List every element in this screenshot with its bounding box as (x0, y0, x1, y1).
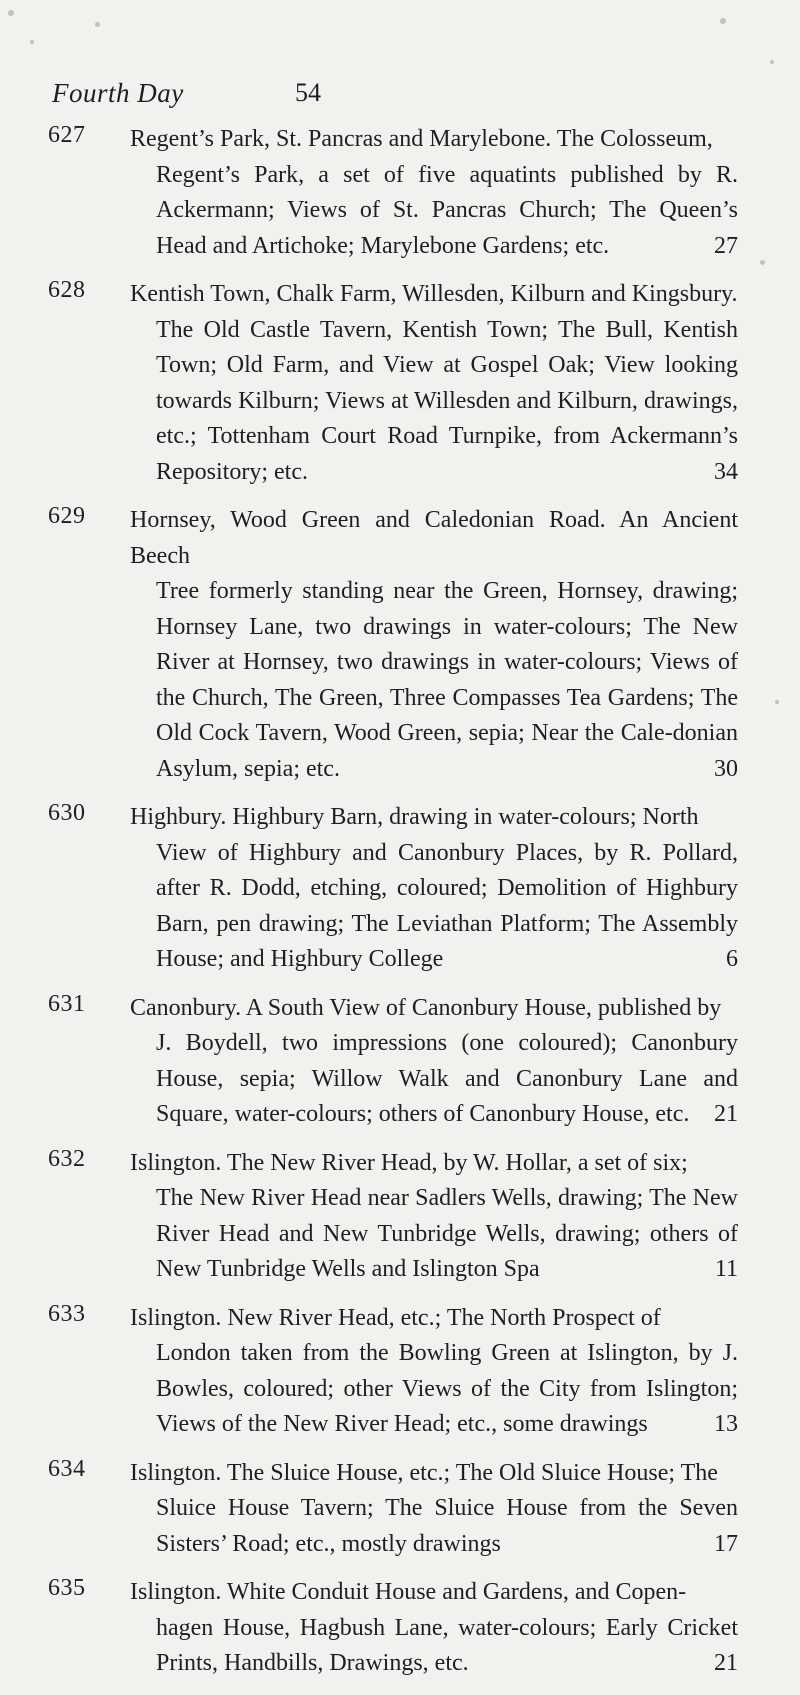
lot-continuation (130, 1181, 738, 1288)
lot-price: 30 (714, 755, 738, 782)
lot-rest: The Old Castle Tavern, Kentish Town; The Bull, Kentish Town; Old Farm, and View at Gospel Oak; View looking towards Kilburn; Views at Willesden and Kilburn, drawings, etc.; Tottenham Court Road Turnpike, from Ackermann’s Repository; etc. (156, 316, 738, 485)
lot-entry (0, 122, 800, 264)
lot-entry (0, 1575, 800, 1682)
lot-number: 632 (48, 1145, 86, 1172)
lot-first-line: Hornsey, Wood Green and Caledonian Road. An Ancient Beech (130, 507, 738, 569)
lot-number: 634 (48, 1455, 86, 1482)
lot-rest: View of Highbury and Canonbury Places, by R. Pollard, after R. Dodd, etching, coloured; Demolition of Highbury Barn, pen drawing; The Leviathan Platform; The Assembly House; and Highbury College (156, 839, 738, 972)
paper-speckle (30, 40, 34, 44)
lot-number: 628 (48, 277, 86, 303)
lot-continuation (130, 836, 738, 978)
lot-price: 34 (714, 458, 738, 485)
paper-speckle (770, 60, 774, 64)
lot-number: 627 (48, 122, 86, 148)
lot-continuation (130, 1491, 738, 1562)
lot-entry (0, 1456, 800, 1563)
paper-speckle (95, 22, 100, 27)
lot-entry (0, 1301, 800, 1443)
lot-first-line: Canonbury. A South View of Canonbury House, published by (130, 994, 722, 1021)
page-number: 54 (295, 78, 321, 107)
lot-price: 21 (714, 1650, 738, 1676)
lot-entry (0, 991, 800, 1133)
lot-description (130, 800, 738, 978)
lot-rest: hagen House, Hagbush Lane, water-colours; Early Cricket Prints, Handbills, Drawings, etc. (156, 1614, 738, 1676)
lot-number: 635 (48, 1575, 86, 1601)
lot-price: 21 (714, 1101, 738, 1127)
lot-rest: London taken from the Bowling Green at Islington, by J. Bowles, coloured; other Views of the City from Islington; Views of the New River Head; etc., some drawings (156, 1340, 738, 1437)
lot-first-line: Kentish Town, Chalk Farm, Willesden, Kilburn and Kingsbury. (130, 281, 738, 307)
lot-first-line: Islington. The New River Head, by W. Hollar, a set of six; (130, 1149, 688, 1176)
lot-entry (0, 503, 800, 787)
lot-description (130, 122, 738, 264)
lot-continuation (130, 1611, 738, 1682)
lot-number: 631 (48, 990, 86, 1017)
lot-rest: The New River Head near Sadlers Wells, drawing; The New River Head and New Tunbridge Wells, drawing; others of New Tunbridge Wells and Islington Spa (156, 1185, 738, 1282)
lot-price: 27 (714, 232, 738, 259)
lot-rest: Regent’s Park, a set of five aquatints published by R. Ackermann; Views of St. Pancras Church; The Queen’s Head and Artichoke; Marylebone Gardens; etc. (156, 161, 738, 259)
lot-description (130, 1146, 738, 1288)
lot-list (0, 122, 800, 1695)
lot-description (130, 277, 738, 490)
lot-price: 17 (714, 1530, 738, 1557)
paper-speckle (8, 10, 14, 16)
lot-first-line: Islington. The Sluice House, etc.; The Old Sluice House; The (130, 1459, 718, 1486)
paper-speckle (720, 18, 726, 24)
lot-description (130, 1301, 738, 1443)
lot-number: 630 (48, 800, 86, 826)
lot-first-line: Highbury. Highbury Barn, drawing in water-colours; North (130, 804, 699, 830)
lot-price: 6 (726, 946, 738, 972)
lot-price: 13 (714, 1411, 738, 1437)
lot-number: 633 (48, 1300, 86, 1327)
lot-rest: Sluice House Tavern; The Sluice House from the Seven Sisters’ Road; etc., mostly drawings (156, 1495, 738, 1557)
lot-first-line: Regent’s Park, St. Pancras and Marylebone. The Colosseum, (130, 126, 713, 152)
lot-number: 629 (48, 503, 86, 529)
lot-description (130, 1575, 738, 1682)
lot-continuation (130, 158, 738, 265)
lot-entry (0, 800, 800, 978)
lot-description (130, 1456, 738, 1563)
lot-continuation (130, 574, 738, 787)
lot-continuation (130, 313, 738, 491)
lot-description (130, 503, 738, 787)
lot-entry (0, 1146, 800, 1288)
lot-price: 11 (714, 1256, 738, 1282)
lot-entry (0, 277, 800, 490)
lot-first-line: Islington. New River Head, etc.; The North Prospect of (130, 1304, 661, 1331)
lot-continuation (130, 1026, 738, 1133)
running-head: Fourth Day (52, 78, 184, 108)
lot-continuation (130, 1336, 738, 1443)
lot-rest: J. Boydell, two impressions (one coloured); Canonbury House, sepia; Willow Walk and Canonbury Lane and Square, water-colours; others of Canonbury House, etc. (156, 1030, 738, 1127)
lot-first-line: Islington. White Conduit House and Gardens, and Copen- (130, 1579, 687, 1605)
page-header (52, 78, 752, 118)
lot-rest: Tree formerly standing near the Green, Hornsey, drawing; Hornsey Lane, two drawings in water-colours; The New River at Hornsey, two drawings in water-colours; Views of the Church, The Green, Three Compasses Tea Gardens; The Old Cock Tavern, Wood Green, sepia; Near the Cale-donian Asylum, sepia; etc. (156, 578, 738, 782)
lot-description (130, 991, 738, 1133)
